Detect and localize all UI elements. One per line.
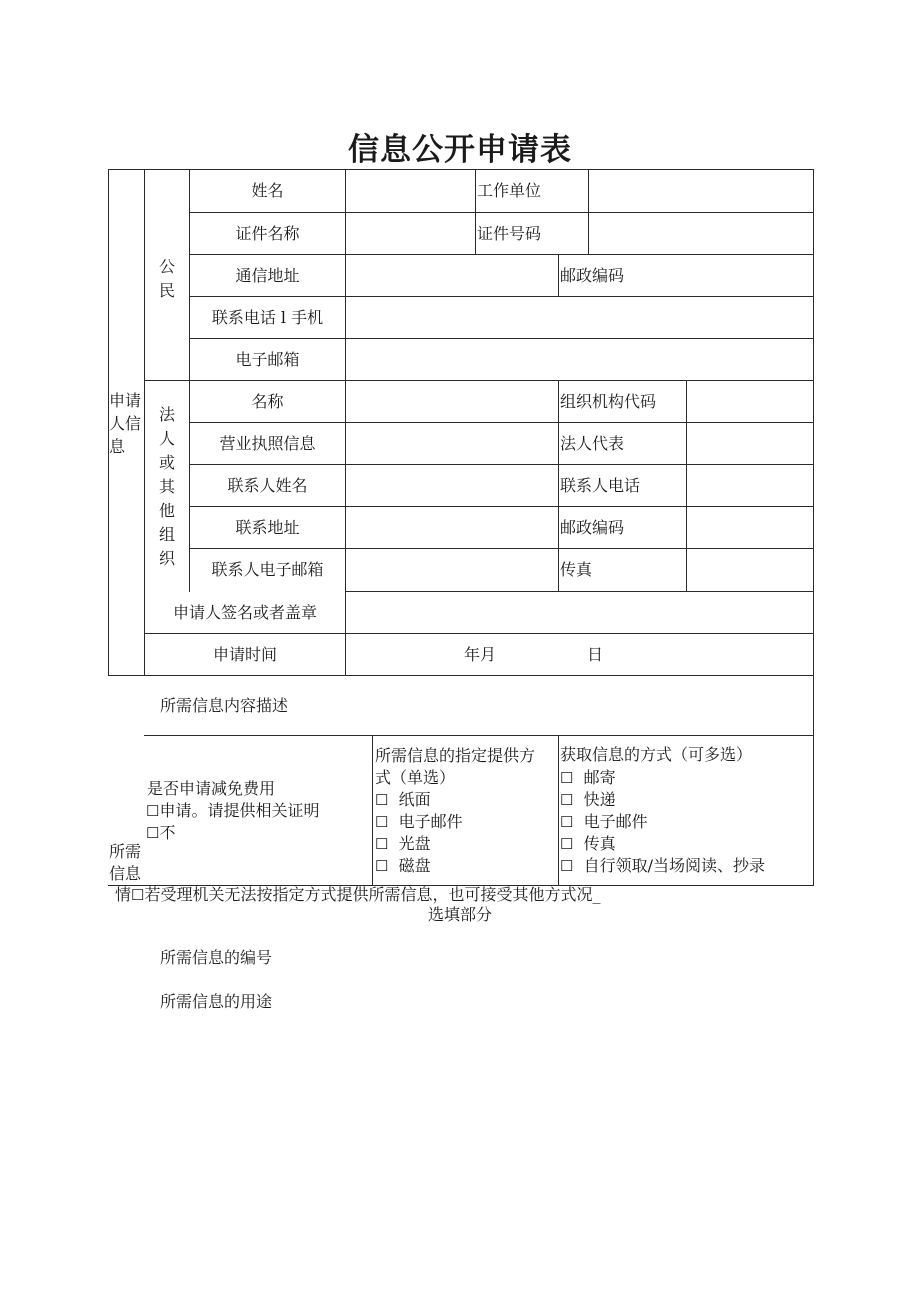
citizen-email-label: 电子邮箱 bbox=[235, 350, 300, 369]
application-time-year-month[interactable]: 年月 bbox=[464, 645, 497, 664]
org-contact-name-field[interactable] bbox=[350, 476, 550, 496]
application-time-day[interactable]: 日 bbox=[587, 645, 604, 664]
info-number-label: 所需信息的编号 bbox=[160, 948, 273, 967]
provision-heading: 所需信息的指定提供方 式（单选） bbox=[375, 746, 536, 787]
citizen-id-number-label: 证件号码 bbox=[477, 224, 542, 243]
divider bbox=[189, 254, 814, 255]
checkbox-icon[interactable]: ☐ bbox=[146, 802, 160, 820]
citizen-email-field[interactable] bbox=[350, 350, 805, 370]
divider bbox=[189, 296, 814, 297]
page-title: 信息公开申请表 bbox=[348, 132, 572, 168]
obtain-option-mail[interactable]: ☐ 邮寄 bbox=[560, 768, 616, 787]
obtain-option-express[interactable]: ☐ 快递 bbox=[560, 790, 616, 809]
divider bbox=[686, 381, 687, 591]
citizen-postcode-field[interactable] bbox=[640, 266, 805, 286]
fee-waiver-option-no[interactable]: ☐不 bbox=[146, 823, 176, 842]
obtain-option-self-pickup[interactable]: ☐ 自行领取/当场阅读、抄录 bbox=[560, 856, 766, 875]
checkbox-icon[interactable]: ☐ bbox=[375, 813, 389, 831]
citizen-address-field[interactable] bbox=[350, 266, 550, 286]
org-fax-label: 传真 bbox=[560, 560, 593, 579]
org-contact-name-label: 联系人姓名 bbox=[227, 476, 308, 495]
checkbox-icon[interactable]: ☐ bbox=[560, 813, 574, 831]
content-description-label: 所需信息内容描述 bbox=[160, 696, 289, 715]
obtain-option-email[interactable]: ☐ 电子邮件 bbox=[560, 812, 648, 831]
fee-waiver-option-apply[interactable]: ☐申请。请提供相关证明 bbox=[146, 801, 320, 820]
citizen-address-label: 通信地址 bbox=[235, 266, 300, 285]
org-contact-email-field[interactable] bbox=[350, 560, 550, 580]
org-contact-phone-label: 联系人电话 bbox=[560, 476, 641, 495]
divider bbox=[108, 675, 814, 676]
citizen-postcode-label: 邮政编码 bbox=[560, 266, 625, 285]
org-fax-field[interactable] bbox=[690, 560, 808, 580]
divider bbox=[372, 735, 373, 885]
org-license-field[interactable] bbox=[350, 434, 550, 454]
divider bbox=[189, 422, 814, 423]
divider bbox=[588, 169, 589, 254]
alternative-method-line[interactable]: 情☐若受理机关无法按指定方式提供所需信息，也可接受其他方式况_ bbox=[115, 885, 601, 904]
info-purpose-label: 所需信息的用途 bbox=[160, 992, 273, 1011]
divider bbox=[144, 169, 145, 675]
divider bbox=[558, 381, 559, 591]
citizen-id-number-field[interactable] bbox=[593, 224, 808, 244]
divider bbox=[189, 506, 814, 507]
org-name-label: 名称 bbox=[251, 392, 284, 411]
citizen-id-name-field[interactable] bbox=[350, 224, 470, 244]
signature-field[interactable] bbox=[350, 603, 805, 623]
divider bbox=[144, 380, 814, 381]
provision-option-paper[interactable]: ☐ 纸面 bbox=[375, 790, 431, 809]
org-legal-rep-label: 法人代表 bbox=[560, 434, 625, 453]
optional-section-heading: 选填部分 bbox=[428, 905, 493, 924]
org-contact-address-label: 联系地址 bbox=[235, 518, 300, 537]
org-group-label: 法 人 或 其 他 组 织 bbox=[158, 405, 175, 568]
provision-option-email[interactable]: ☐ 电子邮件 bbox=[375, 812, 463, 831]
divider bbox=[189, 548, 814, 549]
obtain-option-fax[interactable]: ☐ 传真 bbox=[560, 834, 616, 853]
citizen-employer-label: 工作单位 bbox=[477, 181, 542, 200]
org-contact-address-field[interactable] bbox=[350, 518, 550, 538]
divider bbox=[345, 591, 814, 592]
info-section-label: 所需 信息 bbox=[109, 842, 142, 883]
org-postcode-label: 邮政编码 bbox=[560, 518, 625, 537]
checkbox-icon[interactable]: ☐ bbox=[560, 791, 574, 809]
checkbox-icon[interactable]: ☐ bbox=[146, 824, 160, 842]
org-name-field[interactable] bbox=[350, 392, 550, 412]
checkbox-icon[interactable]: ☐ bbox=[375, 791, 389, 809]
divider bbox=[144, 633, 814, 634]
citizen-phone-label: 联系电话 l 手机 bbox=[211, 308, 324, 327]
org-legal-rep-field[interactable] bbox=[690, 434, 808, 454]
provision-option-disk[interactable]: ☐ 磁盘 bbox=[375, 856, 431, 875]
obtain-heading: 获取信息的方式（可多选） bbox=[560, 745, 753, 764]
checkbox-icon[interactable]: ☐ bbox=[560, 835, 574, 853]
org-postcode-field[interactable] bbox=[690, 518, 808, 538]
divider bbox=[144, 735, 814, 736]
divider bbox=[558, 254, 559, 296]
org-contact-phone-field[interactable] bbox=[690, 476, 808, 496]
citizen-phone-field[interactable] bbox=[350, 308, 805, 328]
table-border-right bbox=[813, 169, 814, 885]
signature-label: 申请人签名或者盖章 bbox=[172, 603, 317, 622]
checkbox-icon[interactable]: ☐ bbox=[560, 769, 574, 787]
divider bbox=[558, 735, 559, 885]
application-time-label: 申请时间 bbox=[212, 645, 277, 664]
citizen-id-name-label: 证件名称 bbox=[235, 224, 300, 243]
org-code-field[interactable] bbox=[690, 392, 808, 412]
applicant-section-label: 申请 人信 息 bbox=[109, 391, 142, 456]
checkbox-icon[interactable]: ☐ bbox=[560, 857, 574, 875]
divider bbox=[189, 212, 814, 213]
citizen-name-field[interactable] bbox=[350, 181, 470, 201]
checkbox-icon[interactable]: ☐ bbox=[375, 835, 389, 853]
provision-option-cd[interactable]: ☐ 光盘 bbox=[375, 834, 431, 853]
org-contact-email-label: 联系人电子邮箱 bbox=[211, 560, 324, 579]
divider bbox=[189, 338, 814, 339]
citizen-name-label: 姓名 bbox=[251, 181, 284, 200]
citizen-employer-field[interactable] bbox=[593, 181, 808, 201]
org-license-label: 营业执照信息 bbox=[219, 434, 316, 453]
table-border-top bbox=[108, 169, 814, 170]
checkbox-icon[interactable]: ☐ bbox=[375, 857, 389, 875]
divider bbox=[189, 464, 814, 465]
fee-waiver-question: 是否申请减免费用 bbox=[147, 779, 276, 798]
org-code-label: 组织机构代码 bbox=[560, 392, 657, 411]
divider bbox=[475, 169, 476, 254]
checkbox-icon[interactable]: ☐ bbox=[131, 886, 145, 904]
citizen-group-label: 公 民 bbox=[158, 257, 175, 300]
